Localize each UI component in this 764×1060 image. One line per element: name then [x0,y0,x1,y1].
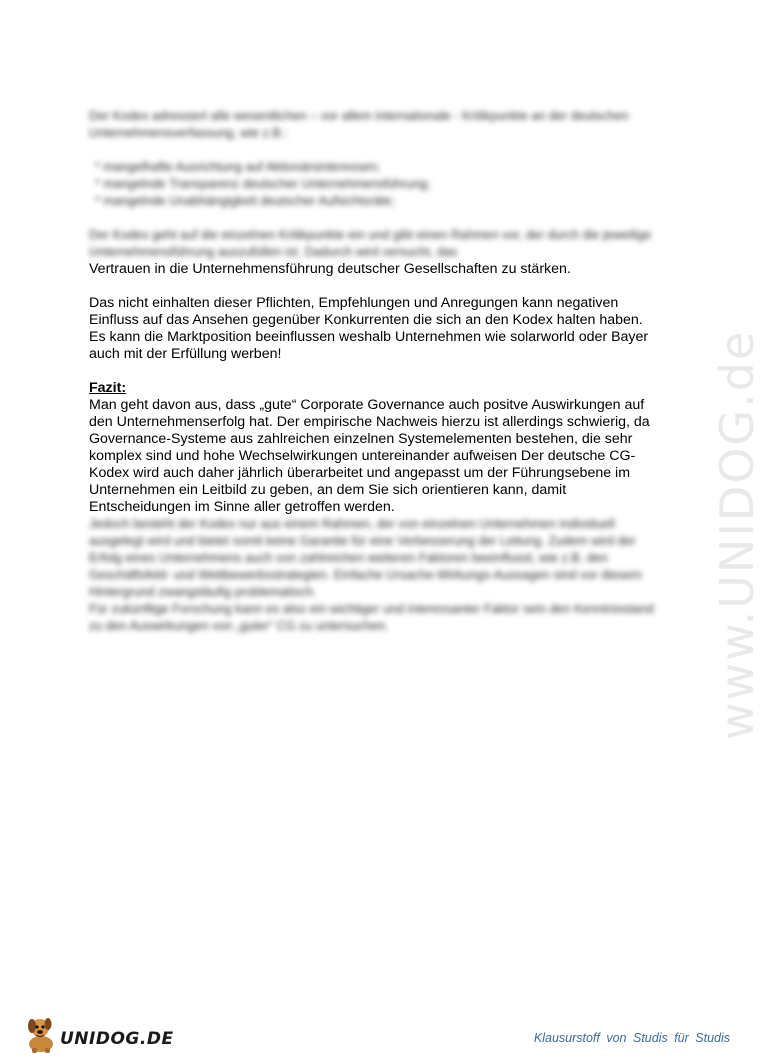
watermark-text: www.UNIDOG.de [710,329,764,740]
fazit-heading: Fazit: [89,380,127,396]
document-body [89,108,661,635]
logo-text: UNIDOG.DE [60,1029,174,1049]
dog-mascot-icon [24,1014,58,1054]
criticism-list [89,159,661,210]
paragraph-forschung-blurred: Für zukünftige Forschung kann es also ein wichtiger und interessanter Faktor sein den Kenntnisstand zu den Auswirkungen von „guter“ CG zu untersuchen. [89,602,654,633]
list-item: * mangelnde Transparenz deutscher Unternehmensführung; [95,177,431,191]
unidog-logo[interactable] [24,1012,174,1054]
list-item: * mangelhafte Ausrichtung auf Aktionärsinteressen; [95,160,380,174]
paragraph-fazit: Man geht davon aus, dass „gute“ Corporate Governance auch positve Auswirkungen auf den Unternehmenserfolg hat. Der empirische Nachweis hierzu ist allerdings schwierig, da Governance-Systeme aus zahlreichen einzelnen Systemelementen bestehen, die sehr komplex sind und hohe Wechselwirkungen untereinander aufweisen Der deutsche CG-Kodex wird auch daher jährlich überarbeitet und angepasst um der Führungsebene im Unternehmen ein Leitbild zu geben, an dem Sie sich orientieren kann, damit Entscheidungen im Sinne aller getroffen werden. [89,397,650,515]
paragraph-pflichten: Das nicht einhalten dieser Pflichten, Empfehlungen und Anregungen kann negativen Einfluss auf das Ansehen gegenüber Konkurrenten die sich an den Kodex halten haben. Es kann die Marktposition beeinflussen weshalb Unternehmen wie solarworld oder Bayer auch mit der Erfüllung werben! [89,295,649,362]
paragraph-rahmen-blurred: Der Kodex geht auf die einzelnen Kritikpunkte ein und gibt einen Rahmen vor, der durch die jeweilige Unternehmensführung auszufüllen ist. Dadurch wird versucht, das [89,228,652,259]
paragraph-kodex-intro: Der Kodex adressiert alle wesentlichen – vor allem internationale - Kritikpunkte an der deutschen Unternehmensverfassung, wie z.B.: [89,109,629,140]
footer-tagline: Klausurstoff von Studis für Studis [533,1031,730,1045]
list-item: * mangelnde Unabhängigkeit deutscher Aufsichtsräte; [95,194,395,208]
paragraph-rahmen-clear: Vertrauen in die Unternehmensführung deutscher Gesellschaften zu stärken. [89,261,571,277]
paragraph-fazit-blurred: Jedoch besteht der Kodex nur aus einem Rahmen, der von einzelnen Unternehmen individuell ausgelegt wird und bietet somit keine Garantie für eine Verbesserung der Leitung. Zudem wird der Erfolg eines Unternehmens auch von zahlreichen weiteren Faktoren beeinflusst, wie z.B. den Geschäftsfeld- und Wettbewerbsstrategien. Einfache Ursache-Wirkungs-Aussagen sind vor diesem Hintergrund zwangsläufig problematisch. [89,517,642,599]
